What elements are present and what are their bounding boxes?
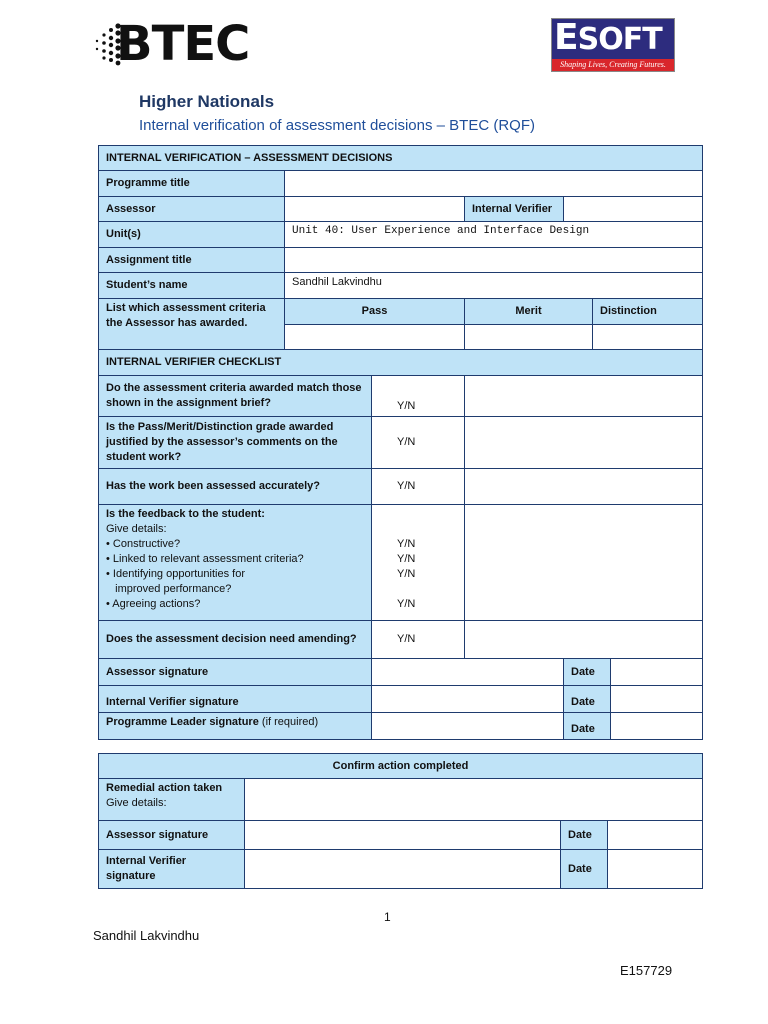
q4-item: • Identifying opportunities for	[106, 568, 245, 580]
student-name-field[interactable]: Sandhil Lakvindhu	[285, 273, 703, 299]
iv-date-field[interactable]	[611, 686, 703, 713]
q4-item: • Constructive?	[106, 538, 181, 550]
assessment-decisions-table	[98, 145, 703, 740]
confirm-iv-signature-field[interactable]	[245, 850, 561, 889]
remedial-action-label: Remedial action taken Give details:	[99, 779, 245, 821]
date-label: Date	[561, 821, 608, 850]
assignment-title-label: Assignment title	[99, 248, 285, 273]
q3-comment-field[interactable]	[465, 469, 703, 505]
q4-item: • Agreeing actions?	[106, 598, 201, 610]
btec-logo: BTEC	[116, 16, 250, 72]
confirm-assessor-signature-field[interactable]	[245, 821, 561, 850]
confirm-header: Confirm action completed	[99, 754, 703, 779]
units-label: Unit(s)	[99, 222, 285, 248]
q1-comment-field[interactable]	[465, 376, 703, 417]
page-title: Higher Nationals	[139, 92, 275, 111]
q5-comment-field[interactable]	[465, 621, 703, 659]
checklist-q1: Do the assessment criteria awarded match those shown in the assignment brief?	[99, 376, 372, 417]
date-label: Date	[564, 713, 611, 740]
q5-yn[interactable]: Y/N	[372, 621, 465, 659]
iv-signature-field[interactable]	[372, 686, 564, 713]
programme-title-field[interactable]	[285, 171, 703, 197]
pl-date-field[interactable]	[611, 713, 703, 740]
confirm-assessor-signature-label: Assessor signature	[99, 821, 245, 850]
merit-header: Merit	[465, 299, 593, 325]
q4-item: improved performance?	[106, 583, 232, 595]
esoft-tagline: Shaping Lives, Creating Futures.	[552, 59, 674, 71]
date-label: Date	[561, 850, 608, 889]
distinction-header: Distinction	[593, 299, 703, 325]
confirm-action-table	[98, 753, 703, 889]
checklist-q2: Is the Pass/Merit/Distinction grade awarded justified by the assessor’s comments on the student work?	[99, 417, 372, 469]
decisions-header: INTERNAL VERIFICATION – ASSESSMENT DECISIONS	[99, 146, 703, 171]
q4-item: • Linked to relevant assessment criteria?	[106, 553, 304, 565]
checklist-q4: Is the feedback to the student: Give details: • Constructive? • Linked to relevant assessment criteria? • Identifying opportunities for improved performance? • Agreeing actions?	[99, 505, 372, 621]
units-field[interactable]: Unit 40: User Experience and Interface Design	[285, 222, 703, 248]
esoft-logo: ESOFT Shaping Lives, Creating Futures.	[551, 18, 675, 72]
footer-student-name: Sandhil Lakvindhu	[93, 928, 200, 943]
checklist-header: INTERNAL VERIFIER CHECKLIST	[99, 350, 703, 376]
assessor-date-field[interactable]	[611, 659, 703, 686]
assessor-label: Assessor	[99, 197, 285, 222]
pl-signature-label: Programme Leader signature (if required)	[99, 713, 372, 740]
checklist-q5: Does the assessment decision need amending?	[99, 621, 372, 659]
q4-comment-field[interactable]	[465, 505, 703, 621]
criteria-label: List which assessment criteria the Assessor has awarded.	[99, 299, 285, 350]
remedial-action-field[interactable]	[245, 779, 703, 821]
assessor-signature-label: Assessor signature	[99, 659, 372, 686]
merit-field[interactable]	[465, 325, 593, 350]
q1-yn[interactable]: Y/N	[372, 376, 465, 417]
internal-verifier-field[interactable]	[564, 197, 703, 222]
pass-header: Pass	[285, 299, 465, 325]
assignment-title-field[interactable]	[285, 248, 703, 273]
assessor-field[interactable]	[285, 197, 465, 222]
internal-verifier-label: Internal Verifier	[465, 197, 564, 222]
date-label: Date	[564, 659, 611, 686]
confirm-iv-signature-label: Internal Verifier signature	[99, 850, 245, 889]
q2-yn[interactable]: Y/N	[372, 417, 465, 469]
page-number: 1	[384, 910, 391, 924]
confirm-assessor-date-field[interactable]	[608, 821, 703, 850]
q2-comment-field[interactable]	[465, 417, 703, 469]
confirm-iv-date-field[interactable]	[608, 850, 703, 889]
iv-signature-label: Internal Verifier signature	[99, 686, 372, 713]
date-label: Date	[564, 686, 611, 713]
distinction-field[interactable]	[593, 325, 703, 350]
assessor-signature-field[interactable]	[372, 659, 564, 686]
checklist-q3: Has the work been assessed accurately?	[99, 469, 372, 505]
student-name-label: Student’s name	[99, 273, 285, 299]
pl-signature-field[interactable]	[372, 713, 564, 740]
programme-title-label: Programme title	[99, 171, 285, 197]
q3-yn[interactable]: Y/N	[372, 469, 465, 505]
pass-field[interactable]	[285, 325, 465, 350]
q4-yn[interactable]: Y/N Y/N Y/N Y/N	[372, 505, 465, 621]
page-subtitle: Internal verification of assessment decisions – BTEC (RQF)	[139, 117, 535, 134]
footer-student-id: E157729	[620, 963, 673, 978]
